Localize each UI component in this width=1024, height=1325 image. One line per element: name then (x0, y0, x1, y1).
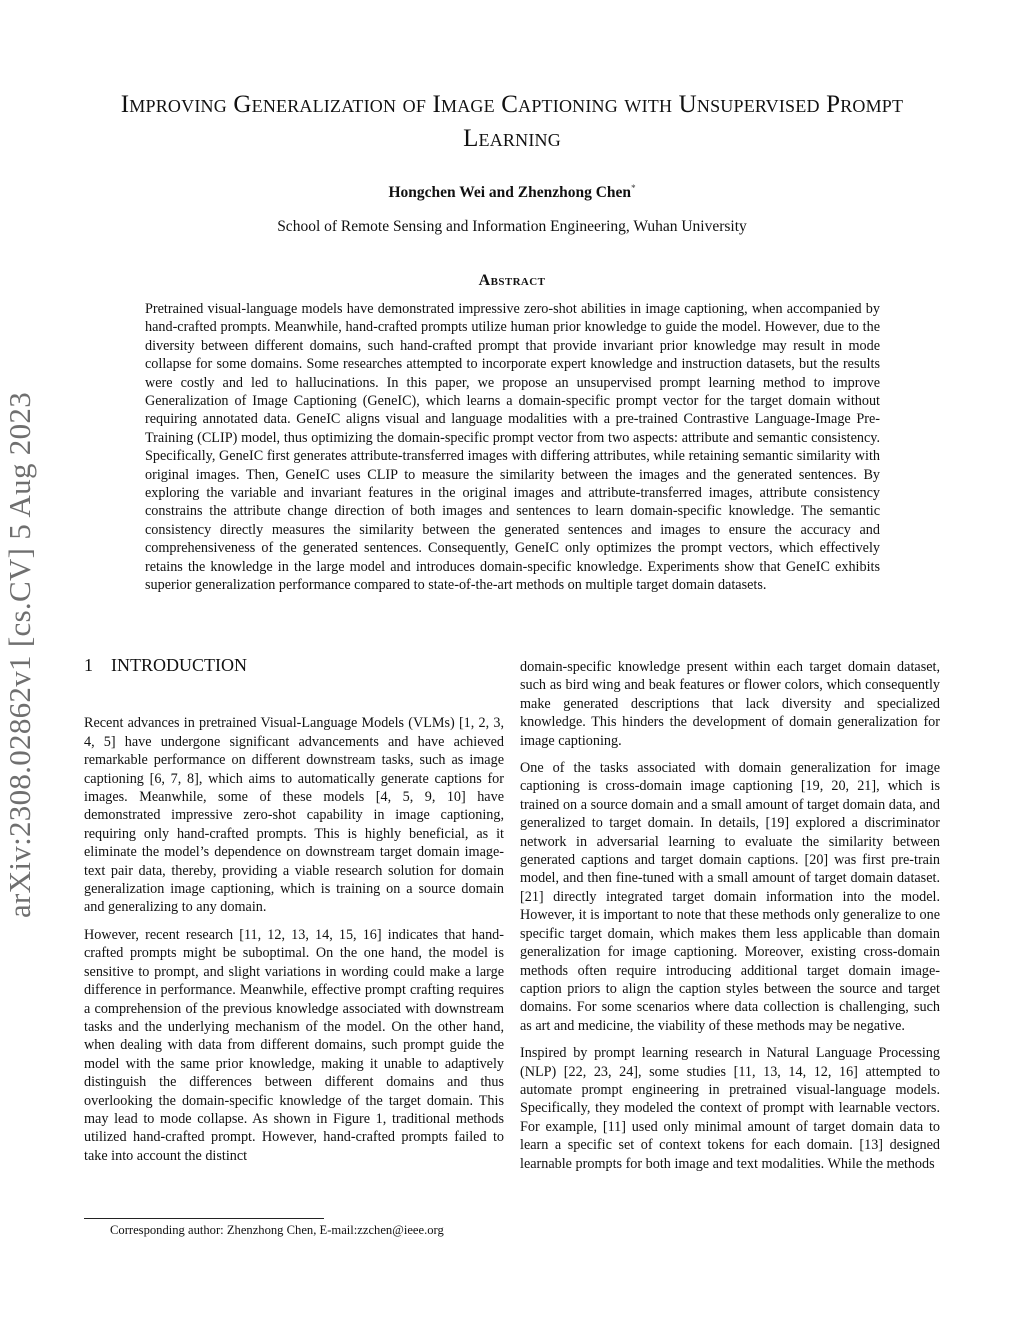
section-heading (84, 656, 504, 674)
author-names: Hongchen Wei and Zhenzhong Chen (388, 184, 632, 202)
abstract-heading: Abstract (478, 272, 546, 289)
section-title: INTRODUCTION (111, 655, 247, 675)
footnote-divider (84, 1218, 324, 1219)
abstract-body: Pretrained visual-language models have demonstrated impressive zero-shot abilities in image captioning, when accompanied by hand-crafted prompts. Meanwhile, hand-crafted prompts utilize human prior knowledge to guide the model. However, due to the diversity between different domains, such hand-crafted prompt that provide invariant prior knowledge may result in mode collapse for some domains. Some researches attempted to incorporate expert knowledge and instruction datasets, but the results were costly and led to hallucinations. In this paper, we propose an unsupervised prompt learning method to improve Generalization of Image Captioning (GeneIC), which learns a domain-specific prompt vector for the target domain without requiring annotated data. GeneIC aligns visual and language modalities with a pre-trained Contrastive Language-Image Pre-Training (CLIP) model, thus optimizing the domain-specific prompt vector from two aspects: attribute and semantic consistency. Specifically, GeneIC first generates attribute-transferred images with differing attributes, while retaining semantic similarity with original images. Then, GeneIC uses CLIP to measure the similarity between the images and the generated sentences. By exploring the variable and invariant features in the original images and attribute-transferred images, attribute consistency constrains the attribute change direction of both images and sentences to learn domain-specific knowledge. The semantic consistency directly measures the similarity between the generated sentences and images to ensure the accuracy and comprehensiveness of the generated sentences. Consequently, GeneIC only optimizes the prompt vectors, which effectively retains the knowledge in the large model and introduces domain-specific knowledge. Experiments show that GeneIC exhibits superior generalization performance compared to state-of-the-art methods on multiple target domain datasets. (145, 301, 880, 594)
author-line (80, 183, 944, 202)
affiliation: School of Remote Sensing and Information Engineering, Wuhan University (277, 218, 747, 235)
footnote: Corresponding author: Zhenzhong Chen, E-mail:zzchen@ieee.org (110, 1223, 444, 1237)
right-column (520, 658, 940, 1182)
paragraph: One of the tasks associated with domain generalization for image captioning is cross-domain image captioning [19, 20, 21], which is trained on a source domain and a small amount of target domain data, and generalized to target domain. In details, [19] explored a discriminator network in adversarial learning to evaluate the similarity between generated captions and target domain captions. [20] was first pre-train model, and then fine-tuned with a small amount of target domain dataset. [21] directly integrated target domain information into the model. However, it is important to note that these methods only generalize to one specific target domain, which makes them less applicable than domain generalization for image captioning. Moreover, existing cross-domain methods often require introducing additional target domain image-caption priors to align the caption styles between the source and target domains. For some scenarios where data collection is challenging, such as art and medicine, the viability of these methods may be negative. (520, 760, 940, 1034)
paragraph: Inspired by prompt learning research in Natural Language Processing (NLP) [22, 23, 24], some studies [11, 13, 14, 12, 16] attempted to automate prompt engineering in pretrained visual-language models. Specifically, they modeled the context of prompt with learnable vectors. For example, [11] used only minimal amount of target domain data to learn a specific set of context tokens for each domain. [13] designed learnable prompts for both image and text modalities. While the methods (520, 1045, 940, 1172)
arxiv-id-text: arXiv:2308.02862v1 [cs.CV] 5 Aug 2023 (2, 391, 37, 919)
section-number: 1 (84, 655, 93, 675)
paper-title: Improving Generalization of Image Captioning with Unsupervised Prompt Learning (120, 91, 904, 152)
paragraph: Recent advances in pretrained Visual-Language Models (VLMs) [1, 2, 3, 4, 5] have undergone significant advancements and have achieved remarkable performance on different downstream tasks, such as image captioning [6, 7, 8], which aims to automatically generate captions for images. Meanwhile, some of these models [4, 5, 9, 10] have demonstrated impressive zero-shot capability in image captioning, requiring only hand-crafted prompts. This is highly beneficial, as it eliminate the model’s dependence on downstream target domain image-text pair data, thereby, providing a viable research solution for domain generalization image captioning, which is training on a source domain and generalizing to any domain. (84, 715, 504, 916)
left-column (84, 656, 504, 1174)
corresponding-author-mark: * (631, 183, 636, 193)
paragraph: domain-specific knowledge present within each target domain dataset, such as bird wing and beak features or flower colors, which consequently make generated descriptions that lack diversity and specialized knowledge. This hinders the development of domain generalization for image captioning. (520, 659, 940, 749)
paragraph: However, recent research [11, 12, 13, 14, 15, 16] indicates that hand-crafted prompts might be suboptimal. On the one hand, the model is sensitive to prompt, and slight variations in wording could make a large difference in performance. Meanwhile, effective prompt crafting requires a comprehension of the previous knowledge associated with downstream tasks and the underlying mechanism of the model. On the other hand, when dealing with data from different domains, such prompt guide the model with the same prior knowledge, making it unable to adaptively distinguish the differences between different domains and thus overlooking the domain-specific knowledge of the target domain. This may lead to mode collapse. As shown in Figure 1, traditional methods utilized hand-crafted prompt. However, hand-crafted prompts failed to take into account the distinct (84, 926, 504, 1164)
